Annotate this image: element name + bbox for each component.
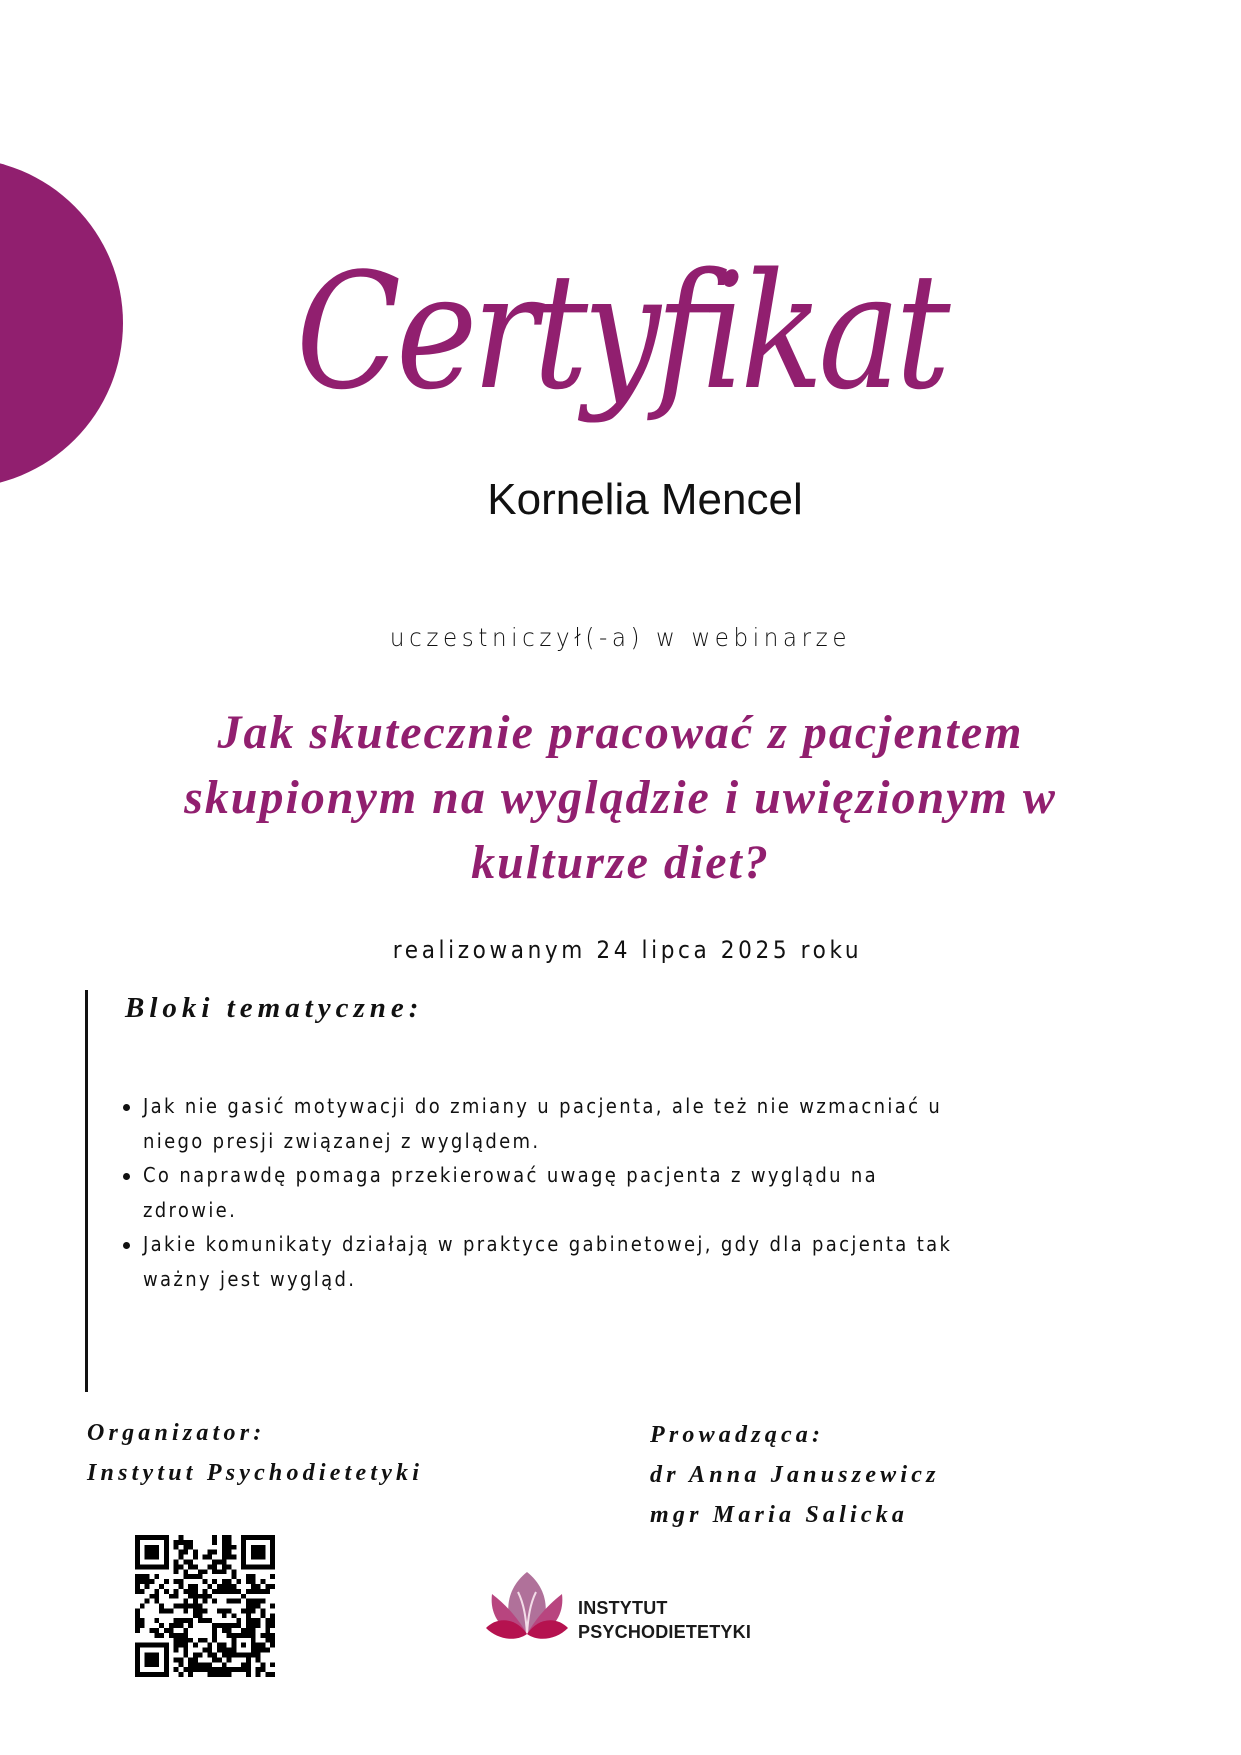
- webinar-title-line: Jak skutecznie pracować z pacjentem: [217, 706, 1024, 759]
- bullet-icon: [123, 1242, 130, 1249]
- topic-line: zdrowie.: [143, 1197, 238, 1222]
- logo-wordmark: [578, 1596, 751, 1644]
- organizer-label: Organizator:: [87, 1420, 266, 1446]
- lotus-icon: [486, 1570, 568, 1644]
- institute-logo: [486, 1570, 756, 1646]
- webinar-title-line: kulturze diet?: [471, 836, 770, 889]
- topics-list: [123, 1089, 1103, 1296]
- logo-line-2: PSYCHODIETETYKI: [578, 1622, 752, 1642]
- lecturers-label: Prowadząca:: [650, 1422, 825, 1448]
- organizer-block: [87, 1413, 423, 1493]
- topic-item: [123, 1089, 1103, 1158]
- topic-line: Jak nie gasić motywacji do zmiany u pacjenta, ale też nie wzmacniać u: [143, 1094, 943, 1118]
- qr-code-icon[interactable]: [135, 1535, 275, 1677]
- topic-line: ważny jest wygląd.: [143, 1266, 357, 1291]
- topic-line: niego presji związanej z wyglądem.: [143, 1128, 541, 1153]
- lecturer-name: dr Anna Januszewicz: [650, 1462, 940, 1488]
- participation-text: uczestniczył(-a) w webinarze: [389, 623, 852, 652]
- recipient-name: Kornelia Mencel: [487, 475, 803, 524]
- section-divider-line: [85, 990, 88, 1392]
- organizer-name: Instytut Psychodietetyki: [87, 1460, 424, 1486]
- logo-line-1: INSTYTUT: [578, 1598, 668, 1618]
- certificate-title: [0, 232, 1241, 432]
- topics-heading: Bloki tematyczne:: [125, 992, 424, 1024]
- bullet-icon: [123, 1104, 130, 1111]
- topic-line: Co naprawdę pomaga przekierować uwagę pacjenta z wyglądu na: [143, 1163, 879, 1187]
- bullet-icon: [123, 1173, 130, 1180]
- certificate-title-text: Certyfikat: [295, 238, 946, 425]
- topic-item: [123, 1227, 1103, 1296]
- webinar-date: realizowanym 24 lipca 2025 roku: [392, 936, 863, 964]
- lecturers-block: [650, 1415, 940, 1535]
- webinar-title-line: skupionym na wyglądzie i uwięzionym w: [184, 771, 1057, 824]
- lecturer-name: mgr Maria Salicka: [650, 1502, 909, 1528]
- topic-item: [123, 1158, 1103, 1227]
- topic-line: Jakie komunikaty działają w praktyce gabinetowej, gdy dla pacjenta tak: [143, 1232, 953, 1256]
- webinar-title: [100, 700, 1141, 895]
